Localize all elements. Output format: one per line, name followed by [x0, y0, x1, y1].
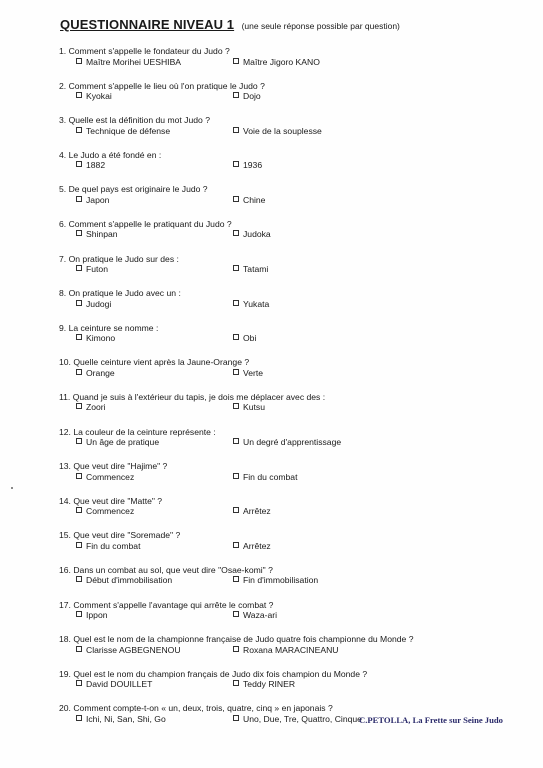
question-number: 1.	[59, 46, 67, 56]
question-item	[59, 323, 519, 358]
answer-options	[59, 402, 519, 413]
answer-options	[59, 506, 519, 517]
question-item	[59, 81, 519, 116]
checkbox-icon[interactable]	[233, 438, 239, 444]
answer-options	[59, 333, 519, 344]
answer-label: Teddy RINER	[243, 679, 296, 690]
question-item	[59, 357, 519, 392]
checkbox-icon[interactable]	[233, 646, 239, 652]
answer-label: Kyokai	[86, 91, 112, 102]
question-line	[59, 496, 519, 507]
answer-label: Kimono	[86, 333, 116, 344]
title-subtitle: (une seule réponse possible par question)	[241, 21, 400, 31]
checkbox-icon[interactable]	[233, 507, 239, 513]
question-line	[59, 427, 519, 438]
question-text: Comment s'appelle le lieu où l'on pratique le Judo ?	[68, 80, 265, 91]
answer-label: David DOUILLET	[86, 679, 153, 690]
question-number: 7.	[59, 253, 67, 264]
question-number: 13.	[59, 461, 71, 472]
checkbox-icon[interactable]	[233, 161, 239, 167]
question-text: Comment s'appelle l'avantage qui arrête le combat ?	[73, 599, 274, 610]
answer-option-b[interactable]	[233, 541, 271, 552]
answer-label: Commencez	[86, 506, 135, 517]
question-line	[59, 115, 519, 126]
answer-option-a[interactable]	[76, 195, 109, 206]
question-number: 20.	[59, 703, 71, 714]
checkbox-icon[interactable]	[76, 646, 82, 652]
checkbox-icon[interactable]	[76, 161, 82, 167]
answer-options	[59, 57, 519, 68]
question-number: 16.	[59, 564, 71, 575]
question-text: On pratique le Judo sur des :	[68, 253, 179, 264]
question-item	[59, 600, 519, 635]
question-text: Comment s'appelle le pratiquant du Judo ?	[68, 218, 232, 229]
checkbox-icon[interactable]	[76, 369, 82, 375]
question-number: 11.	[59, 391, 71, 402]
answer-label: Arrêtez	[243, 506, 271, 517]
answer-label: Uno, Due, Tre, Quattro, Cinque	[243, 713, 362, 724]
answer-option-b[interactable]	[233, 368, 263, 379]
answer-label: Début d'immobilisation	[86, 575, 173, 586]
answer-option-a[interactable]	[76, 472, 134, 483]
question-number: 4.	[59, 149, 67, 160]
checkbox-icon[interactable]	[76, 92, 82, 98]
checkbox-icon[interactable]	[76, 542, 82, 548]
answer-option-a[interactable]	[76, 264, 108, 275]
question-line	[59, 81, 519, 92]
checkbox-icon[interactable]	[233, 230, 239, 236]
question-item	[59, 496, 519, 531]
question-line	[59, 461, 519, 472]
question-text: De quel pays est originaire le Judo ?	[68, 184, 208, 195]
title-main: QUESTIONNAIRE NIVEAU 1	[60, 17, 235, 32]
question-text: Quel est le nom du champion français de Judo dix fois champion du Monde ?	[73, 668, 368, 679]
question-line	[59, 600, 519, 611]
answer-label: Technique de défense	[86, 125, 171, 136]
question-number: 2.	[59, 80, 67, 91]
checkbox-icon[interactable]	[233, 265, 239, 271]
checkbox-icon[interactable]	[233, 542, 239, 548]
question-text: Le Judo a été fondé en :	[68, 149, 162, 160]
question-item	[59, 427, 519, 462]
scan-speck	[11, 487, 13, 489]
answer-label: Roxana MARACINEANU	[243, 644, 339, 655]
answer-option-a[interactable]	[76, 229, 118, 240]
question-item	[59, 392, 519, 427]
answer-label: Tatami	[243, 264, 269, 275]
question-text: Quel est le nom de la championne française de Judo quatre fois championne du Monde ?	[73, 634, 414, 645]
answer-options	[59, 575, 519, 586]
answer-label: Clarisse AGBEGNENOU	[86, 644, 181, 655]
checkbox-icon[interactable]	[76, 265, 82, 271]
answer-option-a[interactable]	[76, 333, 115, 344]
question-number: 5.	[59, 184, 67, 195]
answer-label: Zoori	[86, 402, 106, 413]
checkbox-icon[interactable]	[233, 92, 239, 98]
checkbox-icon[interactable]	[76, 473, 82, 479]
question-text: Quelle ceinture vient après la Jaune-Orange ?	[73, 357, 250, 368]
question-item	[59, 530, 519, 565]
answer-options	[59, 610, 519, 621]
author-credit: C.PETOLLA, La Frette sur Seine Judo	[359, 715, 503, 725]
answer-option-a[interactable]	[76, 541, 140, 552]
answer-option-b[interactable]	[233, 437, 341, 448]
answer-label: 1882	[86, 160, 106, 171]
checkbox-icon[interactable]	[233, 334, 239, 340]
answer-label: Obi	[243, 333, 257, 344]
checkbox-icon[interactable]	[76, 127, 82, 133]
answer-option-b[interactable]	[233, 472, 297, 483]
answer-option-a[interactable]	[76, 402, 106, 413]
checkbox-icon[interactable]	[76, 300, 82, 306]
answer-label: Fin du combat	[86, 540, 141, 551]
answer-option-b[interactable]	[233, 575, 318, 586]
answer-label: 1936	[243, 160, 263, 171]
question-item	[59, 150, 519, 185]
answer-option-b[interactable]	[233, 333, 256, 344]
answer-label: Futon	[86, 264, 108, 275]
question-line	[59, 323, 519, 334]
question-line	[59, 392, 519, 403]
answer-label: Fin du combat	[243, 471, 298, 482]
answer-option-b[interactable]	[233, 229, 271, 240]
question-number: 8.	[59, 288, 67, 299]
answer-options	[59, 541, 519, 552]
checkbox-icon[interactable]	[76, 58, 82, 64]
answer-option-a[interactable]	[76, 91, 112, 102]
answer-options	[59, 126, 519, 137]
question-item	[59, 115, 519, 150]
answer-options	[59, 264, 519, 275]
checkbox-icon[interactable]	[76, 507, 82, 513]
question-item	[59, 219, 519, 254]
answer-option-a[interactable]	[76, 679, 152, 690]
answer-option-a[interactable]	[76, 437, 159, 448]
question-item	[59, 288, 519, 323]
answer-label: Voie de la souplesse	[243, 125, 322, 136]
checkbox-icon[interactable]	[76, 680, 82, 686]
answer-option-b[interactable]	[233, 91, 261, 102]
question-line	[59, 669, 519, 680]
answer-label: Verte	[243, 367, 264, 378]
answer-option-a[interactable]	[76, 714, 166, 725]
question-text: La couleur de la ceinture représente :	[73, 426, 216, 437]
answer-options	[59, 160, 519, 171]
question-item	[59, 634, 519, 669]
question-text: Que veut dire "Soremade" ?	[73, 530, 181, 541]
question-number: 12.	[59, 426, 71, 437]
question-number: 15.	[59, 530, 71, 541]
checkbox-icon[interactable]	[76, 196, 82, 202]
answer-option-b[interactable]	[233, 714, 362, 725]
answer-options	[59, 679, 519, 690]
answer-option-b[interactable]	[233, 299, 269, 310]
checkbox-icon[interactable]	[233, 680, 239, 686]
answer-option-b[interactable]	[233, 506, 271, 517]
answer-label: Dojo	[243, 91, 261, 102]
question-text: Quand je suis à l'extérieur du tapis, je dois me déplacer avec des :	[72, 391, 326, 402]
question-line	[59, 565, 519, 576]
answer-option-b[interactable]	[233, 195, 265, 206]
question-number: 19.	[59, 668, 71, 679]
checkbox-icon[interactable]	[76, 715, 82, 721]
answer-option-a[interactable]	[76, 126, 170, 137]
answer-option-b[interactable]	[233, 645, 339, 656]
checkbox-icon[interactable]	[233, 576, 239, 582]
answer-option-a[interactable]	[76, 299, 111, 310]
answer-option-a[interactable]	[76, 645, 181, 656]
question-line	[59, 634, 519, 645]
answer-label: Maître Morihei UESHIBA	[86, 56, 182, 67]
checkbox-icon[interactable]	[76, 230, 82, 236]
question-line	[59, 219, 519, 230]
answer-label: Ichi, Ni, San, Shi, Go	[86, 713, 166, 724]
question-number: 14.	[59, 495, 71, 506]
answer-label: Yukata	[243, 298, 270, 309]
answer-label: Un âge de pratique	[86, 437, 160, 448]
question-line	[59, 150, 519, 161]
question-text: Comment s'appelle le fondateur du Judo ?	[68, 46, 230, 56]
question-list	[59, 46, 519, 738]
answer-label: Chine	[243, 194, 266, 205]
answer-option-b[interactable]	[233, 160, 262, 171]
answer-options	[59, 472, 519, 483]
answer-options	[59, 299, 519, 310]
answer-label: Orange	[86, 367, 115, 378]
question-text: Que veut dire "Hajime" ?	[73, 461, 168, 472]
question-number: 10.	[59, 357, 71, 368]
answer-option-b[interactable]	[233, 264, 268, 275]
question-number: 9.	[59, 322, 67, 333]
answer-options	[59, 645, 519, 656]
question-line	[59, 530, 519, 541]
answer-label: Shinpan	[86, 229, 118, 240]
question-number: 17.	[59, 599, 71, 610]
answer-label: Japon	[86, 194, 110, 205]
question-item	[59, 184, 519, 219]
answer-label: Maître Jigoro KANO	[243, 56, 320, 67]
question-line	[59, 254, 519, 265]
checkbox-icon[interactable]	[233, 369, 239, 375]
answer-option-a[interactable]	[76, 368, 115, 379]
checkbox-icon[interactable]	[233, 127, 239, 133]
question-item	[59, 254, 519, 289]
answer-label: Ippon	[86, 610, 108, 620]
questionnaire-title	[60, 16, 400, 34]
question-item	[59, 565, 519, 600]
answer-options	[59, 195, 519, 206]
answer-option-a[interactable]	[76, 575, 172, 586]
answer-option-b[interactable]	[233, 126, 322, 137]
answer-option-b[interactable]	[233, 610, 277, 621]
question-text: La ceinture se nomme :	[68, 322, 159, 333]
answer-label: Commencez	[86, 471, 135, 482]
answer-options	[59, 229, 519, 240]
answer-option-a[interactable]	[76, 610, 108, 621]
answer-option-a[interactable]	[76, 506, 134, 517]
checkbox-icon[interactable]	[76, 611, 82, 617]
answer-options	[59, 368, 519, 379]
question-line	[59, 46, 519, 57]
checkbox-icon[interactable]	[233, 403, 239, 409]
answer-label: Judoka	[243, 229, 271, 240]
question-text: Que veut dire "Matte" ?	[73, 495, 163, 506]
checkbox-icon[interactable]	[233, 58, 239, 64]
checkbox-icon[interactable]	[76, 334, 82, 340]
checkbox-icon[interactable]	[233, 715, 239, 721]
checkbox-icon[interactable]	[233, 473, 239, 479]
checkbox-icon[interactable]	[76, 576, 82, 582]
question-number: 18.	[59, 634, 71, 645]
answer-label: Un degré d'apprentissage	[243, 437, 342, 448]
checkbox-icon[interactable]	[233, 300, 239, 306]
answer-option-b[interactable]	[233, 679, 295, 690]
checkbox-icon[interactable]	[233, 611, 239, 617]
checkbox-icon[interactable]	[76, 438, 82, 444]
question-item	[59, 461, 519, 496]
answer-label: Arrêtez	[243, 540, 271, 551]
question-item	[59, 669, 519, 704]
checkbox-icon[interactable]	[233, 196, 239, 202]
question-number: 3.	[59, 115, 67, 126]
question-text: On pratique le Judo avec un :	[68, 288, 181, 299]
answer-option-b[interactable]	[233, 402, 265, 413]
answer-options	[59, 91, 519, 102]
answer-label: Judogi	[86, 298, 112, 309]
answer-option-b[interactable]	[233, 57, 320, 68]
question-line	[59, 357, 519, 368]
question-item	[59, 46, 519, 81]
question-text: Quelle est la définition du mot Judo ?	[68, 115, 210, 126]
question-line	[59, 703, 519, 714]
answer-label: Kutsu	[243, 402, 265, 413]
answer-options	[59, 437, 519, 448]
answer-option-a[interactable]	[76, 160, 105, 171]
answer-option-a[interactable]	[76, 57, 181, 68]
checkbox-icon[interactable]	[76, 403, 82, 409]
answer-label: Waza-ari	[243, 610, 278, 620]
question-line	[59, 288, 519, 299]
question-text: Dans un combat au sol, que veut dire "Osae-komi" ?	[73, 564, 273, 575]
question-number: 6.	[59, 218, 67, 229]
question-line	[59, 184, 519, 195]
question-text: Comment compte-t-on « un, deux, trois, quatre, cinq » en japonais ?	[73, 703, 333, 714]
answer-label: Fin d'immobilisation	[243, 575, 319, 586]
